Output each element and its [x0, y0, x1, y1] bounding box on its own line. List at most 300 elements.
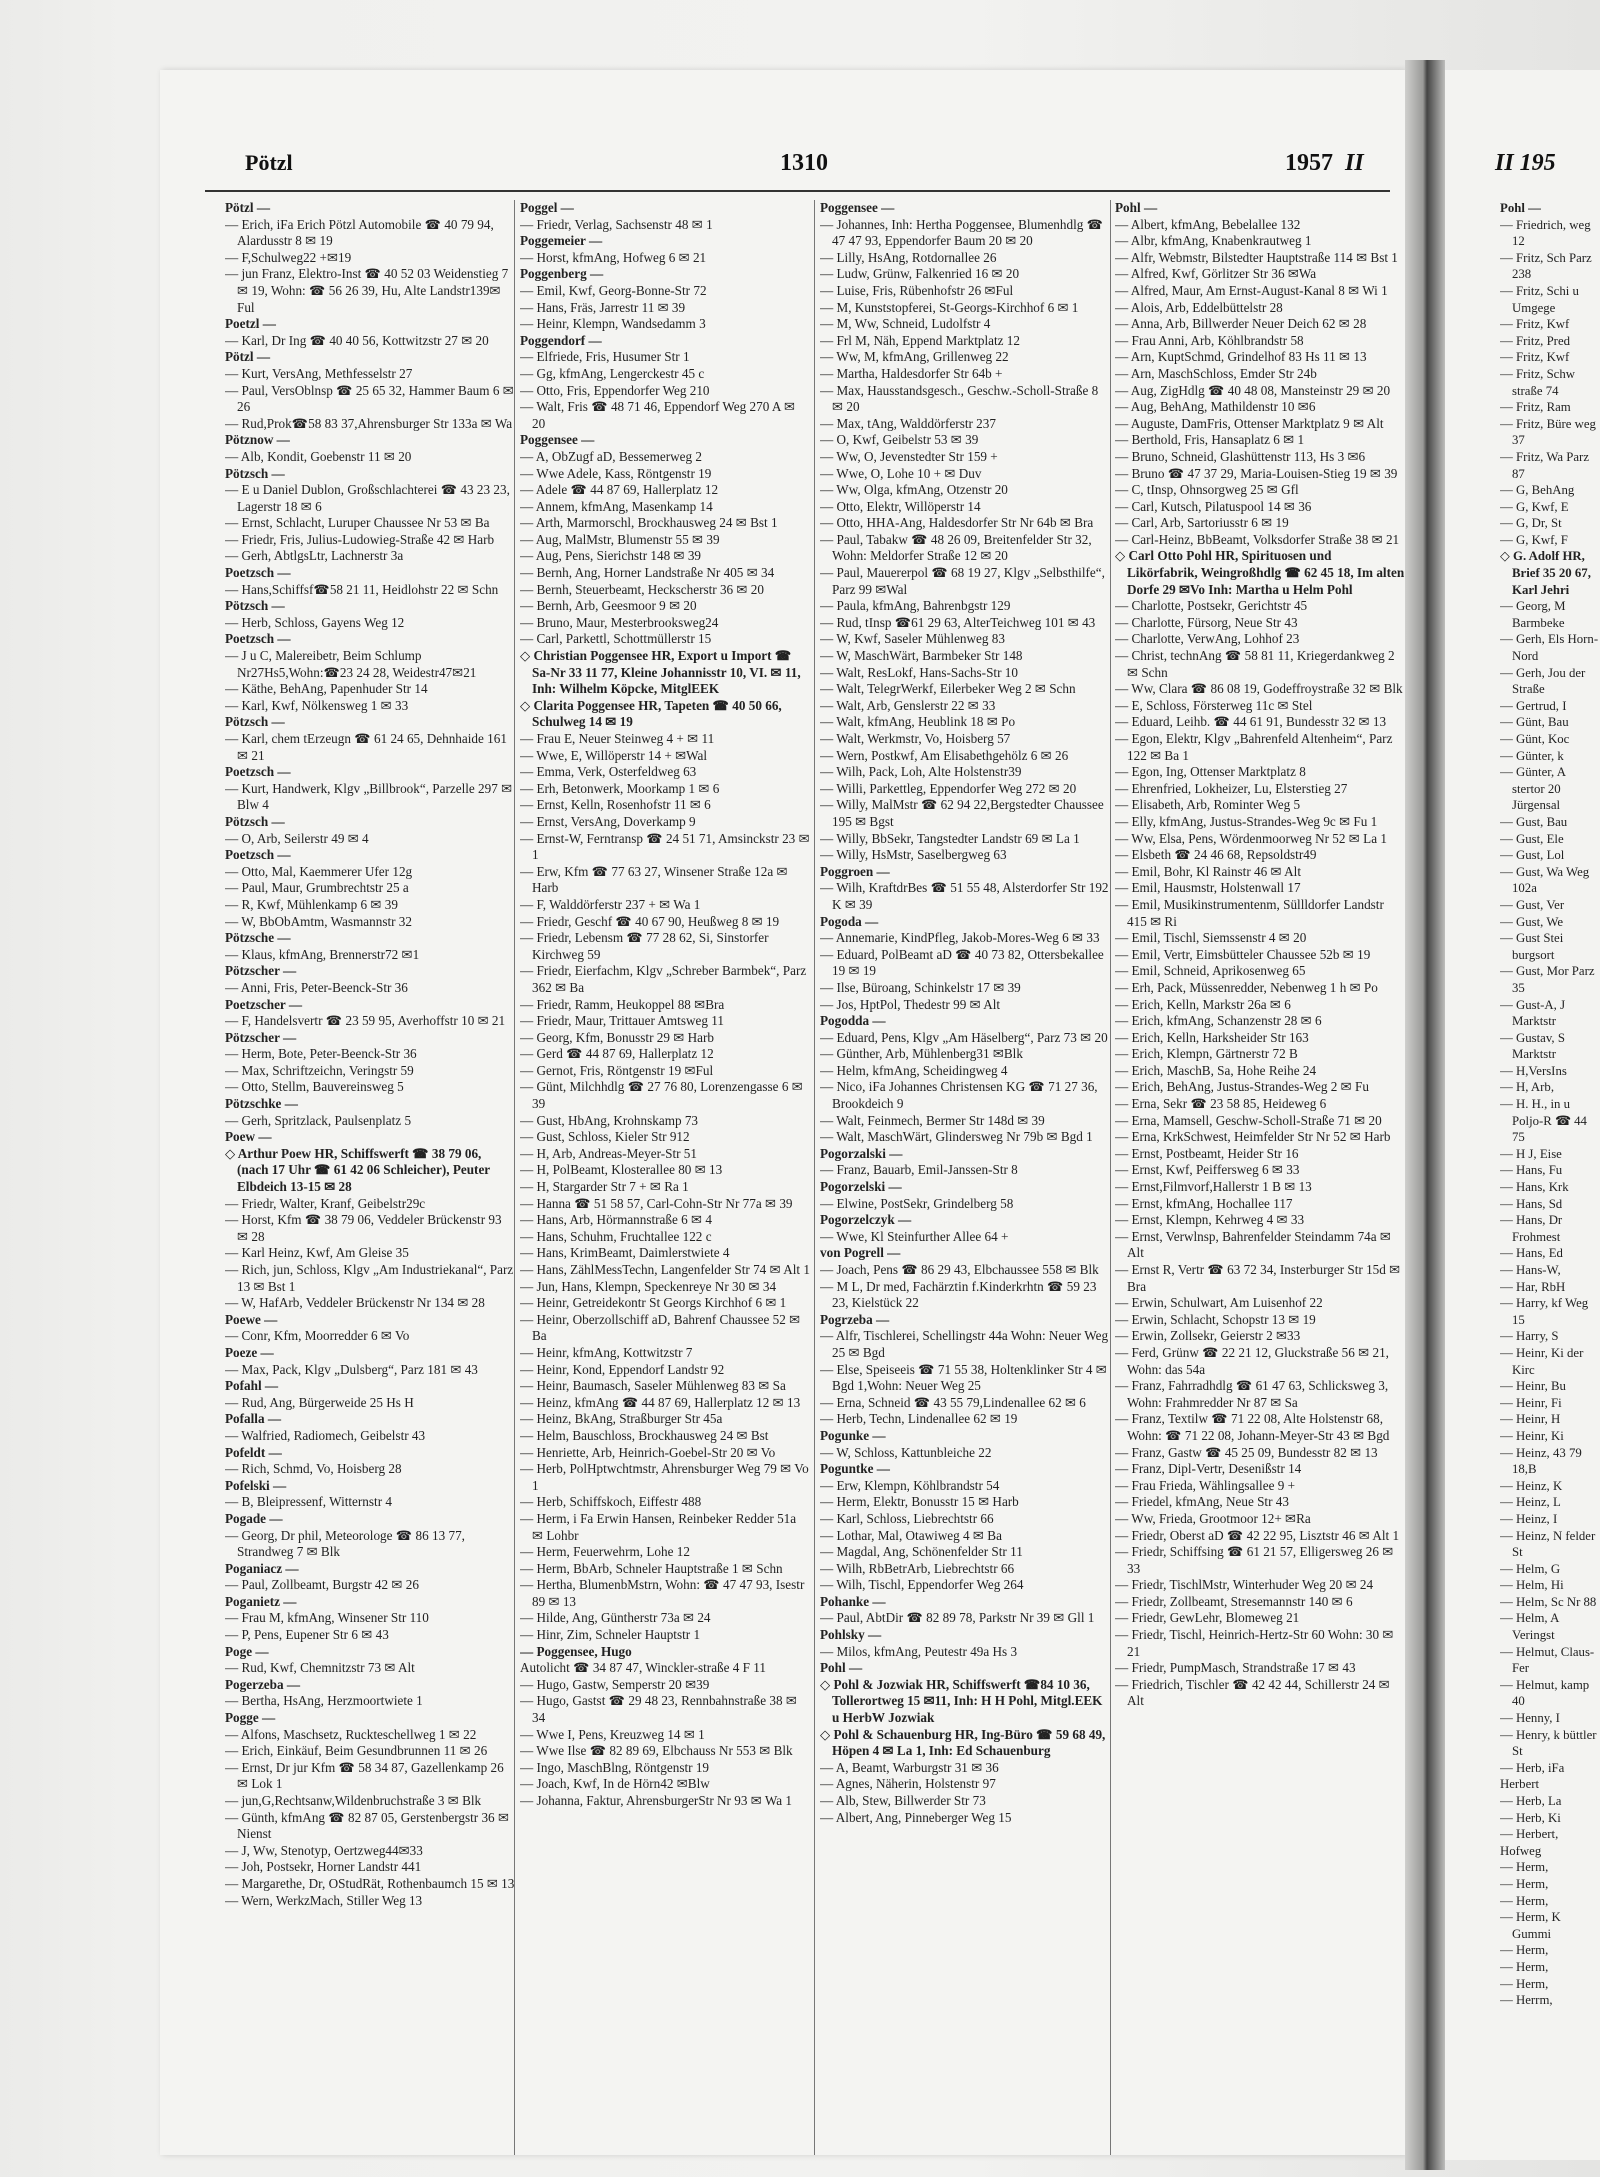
surname-heading: Pötzsche — [225, 930, 291, 946]
directory-entry: — Ernst, Dr jur Kfm ☎ 58 34 87, Gazellenkamp 26 ✉ Lok 1 [225, 1759, 504, 1792]
surname-heading: Poetzsch — [225, 764, 291, 780]
directory-entry: — Elsbeth ☎ 24 46 68, Repsoldstr49 [1115, 847, 1317, 863]
directory-entry: — Helm, Bauschloss, Brockhausweg 24 ✉ Bst [520, 1427, 769, 1443]
surname-heading: Poggroen — [820, 863, 890, 879]
directory-entry: — Wilh, Pack, Loh, Alte Holstenstr39 [820, 764, 1022, 780]
directory-entry: — Gerh, Spritzlack, Paulsenplatz 5 [225, 1112, 412, 1128]
directory-entry: — F,Schulweg22 +✉19 [225, 249, 352, 265]
directory-entry: — Heinr, Ki [1500, 1428, 1564, 1443]
directory-entry: — Johanna, Faktur, AhrensburgerStr Nr 93 ✉ Wa 1 [520, 1793, 792, 1808]
directory-entry: — Eduard, Pens, Klgv „Am Häselberg“, Parz 73 ✉ 20 [820, 1029, 1108, 1045]
directory-entry: — Aug, ZigHdlg ☎ 40 48 08, Mansteinstr 29 ✉ 20 [1115, 382, 1391, 398]
column-divider [814, 200, 815, 2155]
directory-entry: — W, MaschWärt, Barmbeker Str 148 [820, 648, 1023, 664]
directory-entry: — Herm, [1500, 1943, 1549, 1958]
directory-entry: — Herbert, [1500, 1827, 1559, 1842]
directory-entry: — Willy, HsMstr, Saselbergweg 63 [820, 847, 1007, 863]
directory-entry: — Otto, HHA-Ang, Haldesdorfer Str Nr 64b ✉ Bra [820, 515, 1094, 531]
surname-heading: Poetzsch — [225, 631, 291, 647]
directory-entry: — Herb, Schiffskoch, Eiffestr 488 [520, 1494, 702, 1510]
directory-entry: — H J, Eise [1500, 1146, 1562, 1161]
directory-entry: — Emil, Bohr, Kl Rainstr 46 ✉ Alt [1115, 863, 1301, 879]
directory-entry: — Fritz, Pred [1500, 333, 1571, 348]
running-head-name: Pötzl [245, 150, 293, 175]
directory-entry: — Erwin, Schulwart, Am Luisenhof 22 [1115, 1295, 1323, 1311]
directory-entry: — Gerh, AbtlgsLtr, Lachnerstr 3a [225, 548, 404, 564]
surname-heading: Pohlsky — [820, 1627, 882, 1643]
directory-entry: — Herb, Ki [1500, 1810, 1561, 1825]
directory-entry: — Max, Pack, Klgv „Dulsberg“, Parz 181 ✉ 43 [225, 1361, 478, 1377]
directory-entry: Autolicht ☎ 34 87 47, Winckler-straße 4 F 11 [520, 1660, 767, 1676]
surname-heading: Poggenberg — [520, 266, 604, 282]
column-divider [1110, 200, 1111, 2155]
directory-entry: — Käthe, BehAng, Papenhuder Str 14 [225, 681, 428, 697]
directory-entry: — Hinr, Zim, Schneler Hauptstr 1 [520, 1627, 701, 1643]
directory-entry: — Friedr, Schiffsing ☎ 61 21 57, Elligersweg 26 ✉ 33 [1115, 1544, 1394, 1576]
directory-entry: — jun,G,Rechtsanw,Wildenbruchstraße 3 ✉ Blk [225, 1793, 482, 1808]
directory-entry: — A, Beamt, Warburgstr 31 ✉ 36 [820, 1759, 999, 1775]
directory-entry: — Lilly, HsAng, Rotdornallee 26 [820, 249, 997, 265]
surname-heading: Poetzsch — [225, 565, 291, 581]
directory-entry: — Friedr, Lebensm ☎ 77 28 62, Si, Sinstorfer Kirchweg 59 [520, 930, 769, 962]
surname-heading: Poganiacz — [225, 1560, 299, 1576]
directory-entry: — H, Stargarder Str 7 + ✉ Ra 1 [520, 1179, 689, 1195]
directory-entry: — Elly, kfmAng, Justus-Strandes-Weg 9c ✉ Fu 1 [1115, 813, 1378, 829]
surname-heading: Poganietz — [225, 1593, 297, 1609]
directory-entry: — Carl-Heinz, BbBeamt, Volksdorfer Straße 38 ✉ 21 [1115, 531, 1400, 547]
directory-entry: — Gernot, Fris, Röntgenstr 19 ✉Ful [520, 1062, 714, 1078]
directory-entry: — Erich, Kelln, Markstr 26a ✉ 6 [1115, 996, 1291, 1012]
surname-heading: Poggel — [520, 200, 574, 215]
surname-heading: Pogodda — [820, 1013, 886, 1029]
directory-entry: — Günt, Milchhdlg ☎ 27 76 80, Lorenzengasse 6 ✉ 39 [520, 1079, 803, 1112]
directory-entry: — Walt, Fris ☎ 48 71 46, Eppendorf Weg 270 A ✉ 20 [520, 399, 796, 431]
directory-entry: — Rud, Ang, Bürgerweide 25 Hs H [225, 1394, 414, 1410]
directory-entry: — E, Schloss, Försterweg 11c ✉ Stel [1115, 697, 1313, 713]
surname-heading: Poetzl — [225, 316, 276, 332]
directory-entry: — Friedr, Geschf ☎ 40 67 90, Heußweg 8 ✉ 19 [520, 913, 780, 929]
page-number: 1310 [780, 150, 828, 176]
directory-entry: ◇ Clarita Poggensee HR, Tapeten ☎ 40 50 66, Schulweg 14 ✉ 19 [520, 697, 782, 730]
directory-entry: — Alfr, Tischlerei, Schellingstr 44a Wohn: Neuer Weg 25 ✉ Bgd [820, 1328, 1109, 1360]
directory-entry: — Joh, Postsekr, Horner Landstr 441 [225, 1859, 422, 1875]
directory-entry: — Hans, Fräs, Jarrestr 11 ✉ 39 [520, 299, 686, 315]
header-rule [205, 190, 1390, 192]
directory-entry: — Walt, Feinmech, Bermer Str 148d ✉ 39 [820, 1112, 1045, 1128]
directory-entry: ◇ Christian Poggensee HR, Export u Import ☎ Sa-Nr 33 11 77, Kleine Johannisstr 10, VI. ✉ 11, Inh: Wilhelm Köpcke, MitglEEK [520, 648, 801, 697]
directory-entry: — Gust, Ver [1500, 897, 1565, 912]
directory-entry: — Jos, HptPol, Thedestr 99 ✉ Alt [820, 996, 1001, 1012]
directory-entry: — Rud, tInsp ☎61 29 63, AlterTeichweg 101 ✉ 43 [820, 614, 1096, 630]
directory-entry: — Aug, BehAng, Mathildenstr 10 ✉6 [1115, 399, 1316, 415]
directory-entry: — Friedr, PumpMasch, Strandstraße 17 ✉ 43 [1115, 1660, 1356, 1676]
directory-entry: — Heinz, K [1500, 1478, 1563, 1493]
surname-heading: Pohl — [1500, 201, 1541, 215]
directory-entry: — Erich, Klempn, Gärtnerstr 72 B [1115, 1046, 1298, 1062]
directory-entry: — Ernst,Filmvorf,Hallerstr 1 B ✉ 13 [1115, 1179, 1312, 1195]
directory-entry: — Friedr, Walter, Kranf, Geibelstr29c [225, 1195, 426, 1211]
directory-entry: — Harry, kf Weg 15 [1500, 1296, 1589, 1327]
directory-entry: — Fritz, Wa Parz 87 [1500, 449, 1590, 481]
directory-entry: — R, Kwf, Mühlenkamp 6 ✉ 39 [225, 896, 398, 912]
directory-entry: — Erwin, Zollsekr, Geierstr 2 ✉33 [1115, 1328, 1301, 1344]
directory-entry: — Erich, BehAng, Justus-Strandes-Weg 2 ✉ Fu [1115, 1079, 1369, 1095]
directory-entry: — Emma, Verk, Osterfeldweg 63 [520, 764, 697, 780]
directory-entry: ◇ Pohl & Schauenburg HR, Ing-Büro ☎ 59 68 49, Höpen 4 ✉ La 1, Inh: Ed Schauenburg [820, 1726, 1106, 1759]
directory-entry: — Rud,Prok☎58 83 37,Ahrensburger Str 133a ✉ Wa [225, 415, 513, 431]
directory-entry: — Annem, kfmAng, Masenkamp 14 [520, 498, 713, 514]
directory-entry: — Günt, Bau [1500, 715, 1569, 730]
surname-heading: Pötzl — [225, 200, 271, 215]
directory-entry: — Friedr, Verlag, Sachsenstr 48 ✉ 1 [520, 216, 713, 232]
directory-entry: — Alois, Arb, Eddelbüttelstr 28 [1115, 299, 1283, 315]
directory-entry: Hofweg [1500, 1843, 1542, 1858]
directory-entry: ◇ G. Adolf HR, Brief 35 20 67, Karl Jehri [1500, 549, 1591, 597]
directory-entry: — Erich, MaschB, Sa, Hohe Reihe 24 [1115, 1062, 1317, 1078]
directory-column-1 [225, 200, 515, 2160]
directory-column-4 [1115, 200, 1405, 2160]
directory-entry: — Herrm, [1500, 1993, 1553, 2008]
directory-entry: — Wwe Adele, Kass, Röntgenstr 19 [520, 465, 712, 481]
directory-entry: — Friedrich, weg 12 [1500, 217, 1591, 249]
directory-entry: — Alfons, Maschsetz, Ruckteschellweg 1 ✉ 22 [225, 1726, 477, 1742]
directory-entry: — Otto, Fris, Eppendorfer Weg 210 [520, 382, 710, 398]
directory-entry: — Margarethe, Dr, OStudRät, Rothenbaumch 15 ✉ 13 [225, 1875, 515, 1891]
directory-entry: — Bernh, Arb, Geesmoor 9 ✉ 20 [520, 598, 697, 614]
surname-heading: Pogorzelczyk — [820, 1212, 912, 1228]
directory-column-2 [520, 200, 810, 2160]
directory-entry: — Kurt, VersAng, Methfesselstr 27 [225, 365, 413, 381]
directory-entry: — Paul, Maur, Grumbrechtstr 25 a [225, 880, 409, 896]
directory-entry: — Helm, Hi [1500, 1578, 1564, 1593]
directory-entry: — Henny, I [1500, 1711, 1560, 1726]
directory-entry: — Ernst, Klempn, Kehrweg 4 ✉ 33 [1115, 1212, 1305, 1228]
directory-entry: — Ernst-W, Ferntransp ☎ 24 51 71, Amsinckstr 23 ✉ 1 [520, 830, 810, 863]
directory-entry: — Hertha, BlumenbMstrn, Wohn: ☎ 47 47 93, Isestr 89 ✉ 13 [520, 1577, 805, 1609]
directory-entry: — Georg, Dr phil, Meteorologe ☎ 86 13 77, Strandweg 7 ✉ Blk [225, 1527, 465, 1560]
surname-heading: Poetzsch — [225, 847, 291, 863]
directory-entry: — Herm, [1500, 1860, 1549, 1875]
surname-heading: Poggemeier — [520, 233, 603, 249]
surname-heading: Pogrzeba — [820, 1311, 890, 1327]
directory-entry: — Ernst, kfmAng, Hochallee 117 [1115, 1195, 1293, 1211]
directory-entry: — W, Schloss, Kattunbleiche 22 [820, 1444, 992, 1460]
directory-entry: — W, HafArb, Veddeler Brückenstr Nr 134 ✉ 28 [225, 1295, 485, 1311]
directory-entry: — Heinr, Kond, Eppendorf Landstr 92 [520, 1361, 725, 1377]
directory-entry: — Friedr, Ramm, Heukoppel 88 ✉Bra [520, 996, 725, 1012]
directory-entry: — Frau Frieda, Wählingsallee 9 + [1115, 1477, 1296, 1493]
directory-entry: — Herm, i Fa Erwin Hansen, Reinbeker Redder 51a ✉ Lohbr [520, 1510, 797, 1543]
directory-entry: — Hans, Sd [1500, 1196, 1563, 1211]
directory-entry: — W, Kwf, Saseler Mühlenweg 83 [820, 631, 1005, 647]
directory-entry: — Günter, k [1500, 748, 1564, 763]
directory-entry: — Charlotte, VerwAng, Lohhof 23 [1115, 631, 1300, 647]
directory-entry: — Herm, [1500, 1976, 1549, 1991]
surname-heading: Poetzscher — [225, 996, 303, 1012]
surname-heading: Pötzsch — [225, 714, 285, 730]
directory-entry: ◇ Arthur Poew HR, Schiffswerft ☎ 38 79 06, (nach 17 Uhr ☎ 61 42 06 Schleicher), Peuter Elbdeich 13-15 ✉ 28 [225, 1145, 490, 1195]
directory-entry: — Heinr, Bu [1500, 1379, 1566, 1394]
directory-entry: — Magdal, Ang, Schönenfelder Str 11 [820, 1544, 1023, 1560]
directory-entry: — Herb, Schloss, Gayens Weg 12 [225, 614, 405, 630]
directory-entry: — P, Pens, Eupener Str 6 ✉ 43 [225, 1627, 389, 1643]
directory-entry: — Rud, Kwf, Chemnitzstr 73 ✉ Alt [225, 1660, 415, 1676]
directory-entry: — Helm, kfmAng, Scheidingweg 4 [820, 1062, 1008, 1078]
directory-entry: — Helm, A Veringst [1500, 1611, 1559, 1643]
directory-entry: — Anna, Arb, Billwerder Neuer Deich 62 ✉ 28 [1115, 316, 1367, 332]
directory-entry: — Wilh, RbBetrArb, Liebrechtstr 66 [820, 1560, 1015, 1576]
directory-entry: — Heinr, Oberzollschiff aD, Bahrenf Chaussee 52 ✉ Ba [520, 1311, 801, 1344]
directory-entry: — Charlotte, Postsekr, Gerichtstr 45 [1115, 598, 1308, 614]
directory-entry: — Erich, Kelln, Harksheider Str 163 [1115, 1029, 1309, 1045]
directory-entry: — Lothar, Mal, Otawiweg 4 ✉ Ba [820, 1527, 1002, 1543]
surname-heading: Pötzsch — [225, 465, 285, 481]
surname-heading: Poew — [225, 1129, 272, 1145]
directory-entry: — Anni, Fris, Peter-Beenck-Str 36 [225, 979, 408, 995]
directory-entry: — Heinz, kfmAng ☎ 44 87 69, Hallerplatz 12 ✉ 13 [520, 1394, 801, 1410]
directory-entry: — Ernst, Kelln, Rosenhofstr 11 ✉ 6 [520, 797, 711, 813]
directory-entry: — E u Daniel Dublon, Großschlachterei ☎ 43 23 23, Lagerstr 18 ✉ 6 [225, 482, 510, 514]
directory-entry: — Ernst, Postbeamt, Heider Str 16 [1115, 1145, 1299, 1161]
directory-entry: — Bernh, Ang, Horner Landstraße Nr 405 ✉ 34 [520, 565, 775, 581]
directory-entry: — Fritz, Büre weg 37 [1500, 416, 1596, 448]
directory-entry: — Milos, kfmAng, Peutestr 49a Hs 3 [820, 1643, 1018, 1659]
directory-entry: — Fritz, Kwf [1500, 317, 1570, 332]
directory-entry: — Günther, Arb, Mühlenberg31 ✉Blk [820, 1046, 1023, 1062]
directory-entry: — Ehrenfried, Lokheizer, Lu, Elsterstieg 27 [1115, 780, 1348, 796]
surname-heading: Pofelski — [225, 1477, 287, 1493]
directory-entry: — Carl, Arb, Sartoriusstr 6 ✉ 19 [1115, 515, 1289, 531]
directory-entry: — Franz, Textilw ☎ 71 22 08, Alte Holstenstr 68, Wohn: ☎ 71 22 08, Johann-Meyer-Str 43 ✉ Bgd [1115, 1411, 1390, 1443]
directory-entry: — Albert, Ang, Pinneberger Weg 15 [820, 1809, 1012, 1825]
directory-entry: — Frau M, kfmAng, Winsener Str 110 [225, 1610, 429, 1626]
directory-entry: — O, Kwf, Geibelstr 53 ✉ 39 [820, 432, 979, 448]
surname-heading: Poge — [225, 1643, 269, 1659]
directory-entry: — Otto, Elektr, Willöperstr 14 [820, 498, 981, 514]
directory-entry: — Ww, M, kfmAng, Grillenweg 22 [820, 349, 1009, 365]
right-page-running-head: II 195 [1495, 150, 1556, 176]
directory-entry: — Herm, [1500, 1876, 1549, 1891]
directory-entry: — Friedr, Tischl, Heinrich-Hertz-Str 60 Wohn: 30 ✉ 21 [1115, 1627, 1394, 1659]
surname-heading: Pogade — [225, 1510, 283, 1526]
surname-heading: Poggensee — [520, 432, 595, 448]
directory-entry: — Günth, kfmAng ☎ 82 87 05, Gerstenbergstr 36 ✉ Nienst [225, 1809, 509, 1842]
directory-entry: — Hilde, Ang, Güntherstr 73a ✉ 24 [520, 1610, 711, 1626]
directory-entry: — Rich, Schmd, Vo, Hoisberg 28 [225, 1461, 402, 1477]
directory-entry: — B, Bleipressenf, Witternstr 4 [225, 1494, 392, 1510]
directory-entry: — Friedr, Eierfachm, Klgv „Schreber Barmbek“, Parz 362 ✉ Ba [520, 963, 807, 995]
directory-entry: — Gerh, Jou der Straße [1500, 665, 1586, 697]
directory-entry: — Karl, Kwf, Nölkensweg 1 ✉ 33 [225, 697, 409, 713]
directory-entry: — Herb, Techn, Lindenallee 62 ✉ 19 [820, 1411, 1018, 1427]
surname-heading: Poguntke — [820, 1461, 890, 1477]
directory-entry: — Carl, Kutsch, Pilatuspool 14 ✉ 36 [1115, 498, 1312, 514]
directory-entry: — O, Arb, Seilerstr 49 ✉ 4 [225, 830, 369, 846]
directory-entry: — H. H., in u Poljo-R ☎ 44 75 [1500, 1097, 1587, 1145]
surname-heading: Pötzscher — [225, 963, 297, 979]
directory-entry: — Erna, Mamsell, Geschw-Scholl-Straße 71 ✉ 20 [1115, 1112, 1382, 1128]
directory-entry: — Eduard, PolBeamt aD ☎ 40 73 82, Ottersbekallee 19 ✉ 19 [820, 946, 1104, 979]
directory-entry: — Ww, Frieda, Grootmoor 12+ ✉Ra [1115, 1510, 1311, 1526]
directory-entry: — A, ObZugf aD, Bessemerweg 2 [520, 448, 703, 464]
surname-heading: Pötzsch — [225, 598, 285, 614]
directory-entry: — Ernst, Verwlnsp, Bahrenfelder Steindamm 74a ✉ Alt [1115, 1228, 1391, 1261]
surname-heading: Pofeldt — [225, 1444, 282, 1460]
directory-entry: — Walt, Arb, Genslerstr 22 ✉ 33 [820, 697, 996, 713]
directory-entry: — Erich, iFa Erich Pötzl Automobile ☎ 40 79 94, Alardusstr 8 ✉ 19 [225, 216, 494, 249]
directory-entry: — Herb, La [1500, 1794, 1562, 1808]
directory-entry: — Charlotte, Fürsorg, Neue Str 43 [1115, 614, 1298, 630]
directory-entry: — Hans, ZählMessTechn, Langenfelder Str 74 ✉ Alt 1 [520, 1262, 810, 1277]
directory-entry: — Albert, kfmAng, Bebelallee 132 [1115, 216, 1301, 232]
surname-heading: Pogge — [225, 1710, 276, 1726]
directory-entry: — Hans, Ed [1500, 1246, 1563, 1261]
book-gutter [1405, 60, 1445, 2170]
directory-entry: — Helmut, kamp 40 [1500, 1677, 1590, 1709]
directory-entry: — Karl, Dr Ing ☎ 40 40 56, Kottwitzstr 27 ✉ 20 [225, 332, 489, 348]
directory-entry: — Walt, Werkmstr, Vo, Hoisberg 57 [820, 731, 1011, 746]
directory-entry: — Klaus, kfmAng, Brennerstr72 ✉1 [225, 946, 420, 962]
directory-entry: — Fritz, Schi u Umgege [1500, 283, 1579, 315]
directory-entry: — Egon, Ing, Ottenser Marktplatz 8 [1115, 764, 1306, 780]
directory-entry: — Karl, Schloss, Liebrechtstr 66 [820, 1510, 994, 1526]
surname-heading: Pofahl — [225, 1378, 279, 1394]
directory-entry: — Wwe, O, Lohe 10 + ✉ Duv [820, 465, 982, 481]
directory-entry: — Emil, Musikinstrumentenm, Süllldorfer Landstr 415 ✉ Ri [1115, 896, 1384, 929]
directory-entry: — Helm, Sc Nr 88 [1500, 1594, 1597, 1609]
directory-entry: — Heinz, BkAng, Straßburger Str 45a [520, 1411, 723, 1427]
directory-entry: — F, Handelsvertr ☎ 23 59 95, Averhoffstr 10 ✉ 21 [225, 1013, 506, 1029]
directory-entry: — Bruno, Maur, Mesterbrooksweg24 [520, 614, 719, 630]
directory-entry: — Hans, Arb, Hörmannstraße 6 ✉ 4 [520, 1212, 712, 1228]
directory-entry: — Paula, kfmAng, Bahrenbgstr 129 [820, 598, 1011, 614]
directory-entry: — Adele ☎ 44 87 69, Hallerplatz 12 [520, 482, 719, 498]
directory-entry: — Alfred, Maur, Am Ernst-August-Kanal 8 ✉ Wi 1 [1115, 282, 1388, 298]
directory-entry: — Joach, Kwf, In de Hörn42 ✉Blw [520, 1776, 710, 1792]
directory-entry: — Herb, iFa [1500, 1760, 1565, 1775]
directory-entry: — Bertha, HsAng, Herzmoortwiete 1 [225, 1693, 423, 1709]
directory-entry: — Else, Speiseeis ☎ 71 55 38, Holtenklinker Str 4 ✉ Bgd 1,Wohn: Neuer Weg 25 [820, 1361, 1107, 1394]
directory-entry: — H, Arb, Andreas-Meyer-Str 51 [520, 1145, 697, 1161]
surname-heading: Pötzschke — [225, 1096, 298, 1112]
surname-heading: Pogorzelski — [820, 1179, 902, 1195]
directory-entry: — Helmut, Claus-Fer [1500, 1644, 1595, 1676]
directory-entry: — Willi, Parkettleg, Eppendorfer Weg 272 ✉ 20 [820, 780, 1077, 796]
directory-entry: — Gerh, Els Horn-Nord [1500, 632, 1599, 664]
directory-entry: — Herb, PolHptwchtmstr, Ahrensburger Weg 79 ✉ Vo 1 [520, 1461, 809, 1493]
directory-entry: — Wilh, Tischl, Eppendorfer Weg 264 [820, 1577, 1024, 1593]
directory-entry: — Jun, Hans, Klempn, Speckenreye Nr 30 ✉ 34 [520, 1278, 777, 1294]
directory-entry: — Erwin, Schlacht, Schopstr 13 ✉ 19 [1115, 1311, 1316, 1327]
directory-entry: — Franz, Gastw ☎ 45 25 09, Bundesstr 82 ✉ 13 [1115, 1444, 1378, 1460]
directory-entry: — Ferd, Grünw ☎ 22 21 12, Gluckstraße 56 ✉ 21, Wohn: das 54a [1115, 1344, 1389, 1377]
directory-entry: — Karl, chem tErzeugn ☎ 61 24 65, Dehnhaide 161 ✉ 21 [225, 731, 507, 763]
directory-entry: — jun Franz, Elektro-Inst ☎ 40 52 03 Weidenstieg 7 ✉ 19, Wohn: ☎ 56 26 39, Hu, Alte Landstr139✉Ful [225, 266, 509, 315]
directory-entry: — Eduard, Leihb. ☎ 44 61 91, Bundesstr 32 ✉ 13 [1115, 714, 1387, 730]
directory-entry: — Günt, Koc [1500, 732, 1570, 746]
directory-entry: — H,VersIns [1500, 1063, 1567, 1078]
surname-heading: Pogorzalski — [820, 1145, 903, 1161]
directory-entry: — Walt, ResLokf, Hans-Sachs-Str 10 [820, 664, 1018, 680]
directory-entry: — Henriette, Arb, Heinrich-Goebel-Str 20 ✉ Vo [520, 1444, 776, 1460]
directory-entry: — Alb, Stew, Billwerder Str 73 [820, 1793, 986, 1808]
surname-heading: Pogerzeba — [225, 1676, 301, 1692]
directory-entry: — Albr, kfmAng, Knabenkrautweg 1 [1115, 233, 1312, 249]
directory-entry: — Heinz, N felder St [1500, 1528, 1596, 1560]
directory-entry: — Erw, Klempn, Köhlbrandstr 54 [820, 1477, 1000, 1493]
directory-entry: — Wwe Ilse ☎ 82 89 69, Elbchauss Nr 553 ✉ Blk [520, 1743, 793, 1759]
directory-entry: — Emil, Vertr, Eimsbütteler Chaussee 52b ✉ 19 [1115, 946, 1371, 962]
directory-entry: — Walfried, Radiomech, Geibelstr 43 [225, 1427, 426, 1443]
surname-heading: von Pogrell — [820, 1245, 901, 1261]
directory-entry: — Aug, MalMstr, Blumenstr 55 ✉ 39 [520, 531, 720, 547]
directory-entry: — Martha, Haldesdorfer Str 64b + [820, 365, 1003, 381]
directory-entry: — Heinz, 43 79 18,B [1500, 1445, 1582, 1477]
directory-entry: — Horst, Kfm ☎ 38 79 06, Veddeler Brückenstr 93 ✉ 28 [225, 1212, 502, 1244]
directory-entry: — Max, tAng, Walddörferstr 237 [820, 415, 996, 431]
directory-entry: — J u C, Malereibetr, Beim Schlump Nr27Hs5,Wohn:☎23 24 28, Weidestr47✉21 [225, 648, 477, 680]
directory-entry: — Gust, Ele [1500, 831, 1564, 846]
directory-entry: — C, tInsp, Ohnsorgweg 25 ✉ Gfl [1115, 482, 1299, 498]
directory-entry: — Auguste, DamFris, Ottenser Marktplatz 9 ✉ Alt [1115, 415, 1384, 431]
directory-entry: — Wilh, KraftdrBes ☎ 51 55 48, Alsterdorfer Str 192 K ✉ 39 [820, 880, 1109, 912]
surname-heading: Pofalla — [225, 1411, 282, 1427]
directory-entry: — Elisabeth, Arb, Rominter Weg 5 [1115, 797, 1301, 813]
directory-entry: — G, Dr, St [1500, 516, 1562, 531]
directory-entry: — Ww, Olga, kfmAng, Otzenstr 20 [820, 482, 1008, 498]
directory-entry: — Franz, Dipl-Vertr, Desenißstr 14 [1115, 1461, 1302, 1477]
surname-heading: Pohanke — [820, 1593, 886, 1609]
directory-entry: — M L, Dr med, Fachärztin f.Kinderkrhtn ☎ 59 23 23, Kielstück 22 [820, 1278, 1097, 1311]
directory-entry: — Henry, k büttler St [1500, 1727, 1597, 1759]
directory-entry: — Friedr, Oberst aD ☎ 42 22 95, Lisztstr 46 ✉ Alt 1 [1115, 1527, 1400, 1543]
surname-heading: Pohl — [1115, 200, 1158, 215]
directory-entry: — Gust, Schloss, Kieler Str 912 [520, 1129, 690, 1145]
directory-entry: — M, Ww, Schneid, Ludolfstr 4 [820, 316, 991, 332]
directory-entry: — Carl, Parkettl, Schottmüllerstr 15 [520, 631, 712, 647]
directory-entry: — J, Ww, Stenotyp, Oertzweg44✉33 [225, 1842, 423, 1858]
directory-entry: — Conr, Kfm, Moorredder 6 ✉ Vo [225, 1328, 410, 1344]
directory-entry: — Ingo, MaschBlng, Röntgenstr 19 [520, 1759, 710, 1775]
directory-entry: — Elwine, PostSekr, Grindelberg 58 [820, 1195, 1014, 1211]
directory-entry: ◇ Carl Otto Pohl HR, Spirituosen und Likörfabrik, Weingroßhdlg ☎ 62 45 18, Im alten Dorfe 29 ✉Vo Inh: Martha u Helm Pohl [1115, 548, 1405, 597]
directory-entry: — Heinr, Klempn, Wandsedamm 3 [520, 316, 706, 332]
directory-entry: — Paul, Tabakw ☎ 48 26 09, Breitenfelder Str 32, Wohn: Meldorfer Straße 12 ✉ 20 [820, 531, 1092, 564]
directory-entry: Herbert [1500, 1777, 1540, 1792]
directory-entry: — Hans-W, [1500, 1263, 1561, 1277]
directory-entry: — Gust, We [1500, 914, 1564, 929]
directory-entry: — Hans, Dr Frohmest [1500, 1213, 1563, 1244]
directory-entry: — F, Walddörferstr 237 + ✉ Wa 1 [520, 896, 701, 912]
directory-entry: — W, BbObAmtm, Wasmannstr 32 [225, 913, 412, 929]
directory-column-3 [820, 200, 1110, 2160]
directory-entry: — Nico, iFa Johannes Christensen KG ☎ 71 27 36, Brookdeich 9 [820, 1079, 1098, 1112]
directory-entry: — Emil, Kwf, Georg-Bonne-Str 72 [520, 282, 707, 298]
directory-entry: — Agnes, Näherin, Holstenstr 97 [820, 1776, 996, 1792]
surname-heading: Pötznow — [225, 432, 290, 448]
directory-entry: — Harry, S [1500, 1329, 1559, 1344]
directory-entry: — Paul, AbtDir ☎ 82 89 78, Parkstr Nr 39 ✉ Gll 1 [820, 1610, 1095, 1626]
directory-entry: — Wern, WerkzMach, Stiller Weg 13 [225, 1892, 423, 1908]
directory-entry: — Erw, Kfm ☎ 77 63 27, Winsener Straße 12a ✉ Harb [520, 863, 788, 896]
directory-entry: — Luise, Fris, Rübenhofstr 26 ✉Ful [820, 282, 1014, 298]
directory-entry: — Max, Schriftzeichn, Veringstr 59 [225, 1062, 414, 1078]
surname-heading: Pötzsch — [225, 813, 285, 829]
directory-entry: — Heinr, kfmAng, Kottwitzstr 7 [520, 1344, 693, 1360]
directory-entry: — Gust, HbAng, Krohnskamp 73 [520, 1112, 699, 1128]
directory-entry: — Georg, Kfm, Bonusstr 29 ✉ Harb [520, 1029, 714, 1045]
directory-entry: — Wwe I, Pens, Kreuzweg 14 ✉ 1 [520, 1726, 705, 1742]
